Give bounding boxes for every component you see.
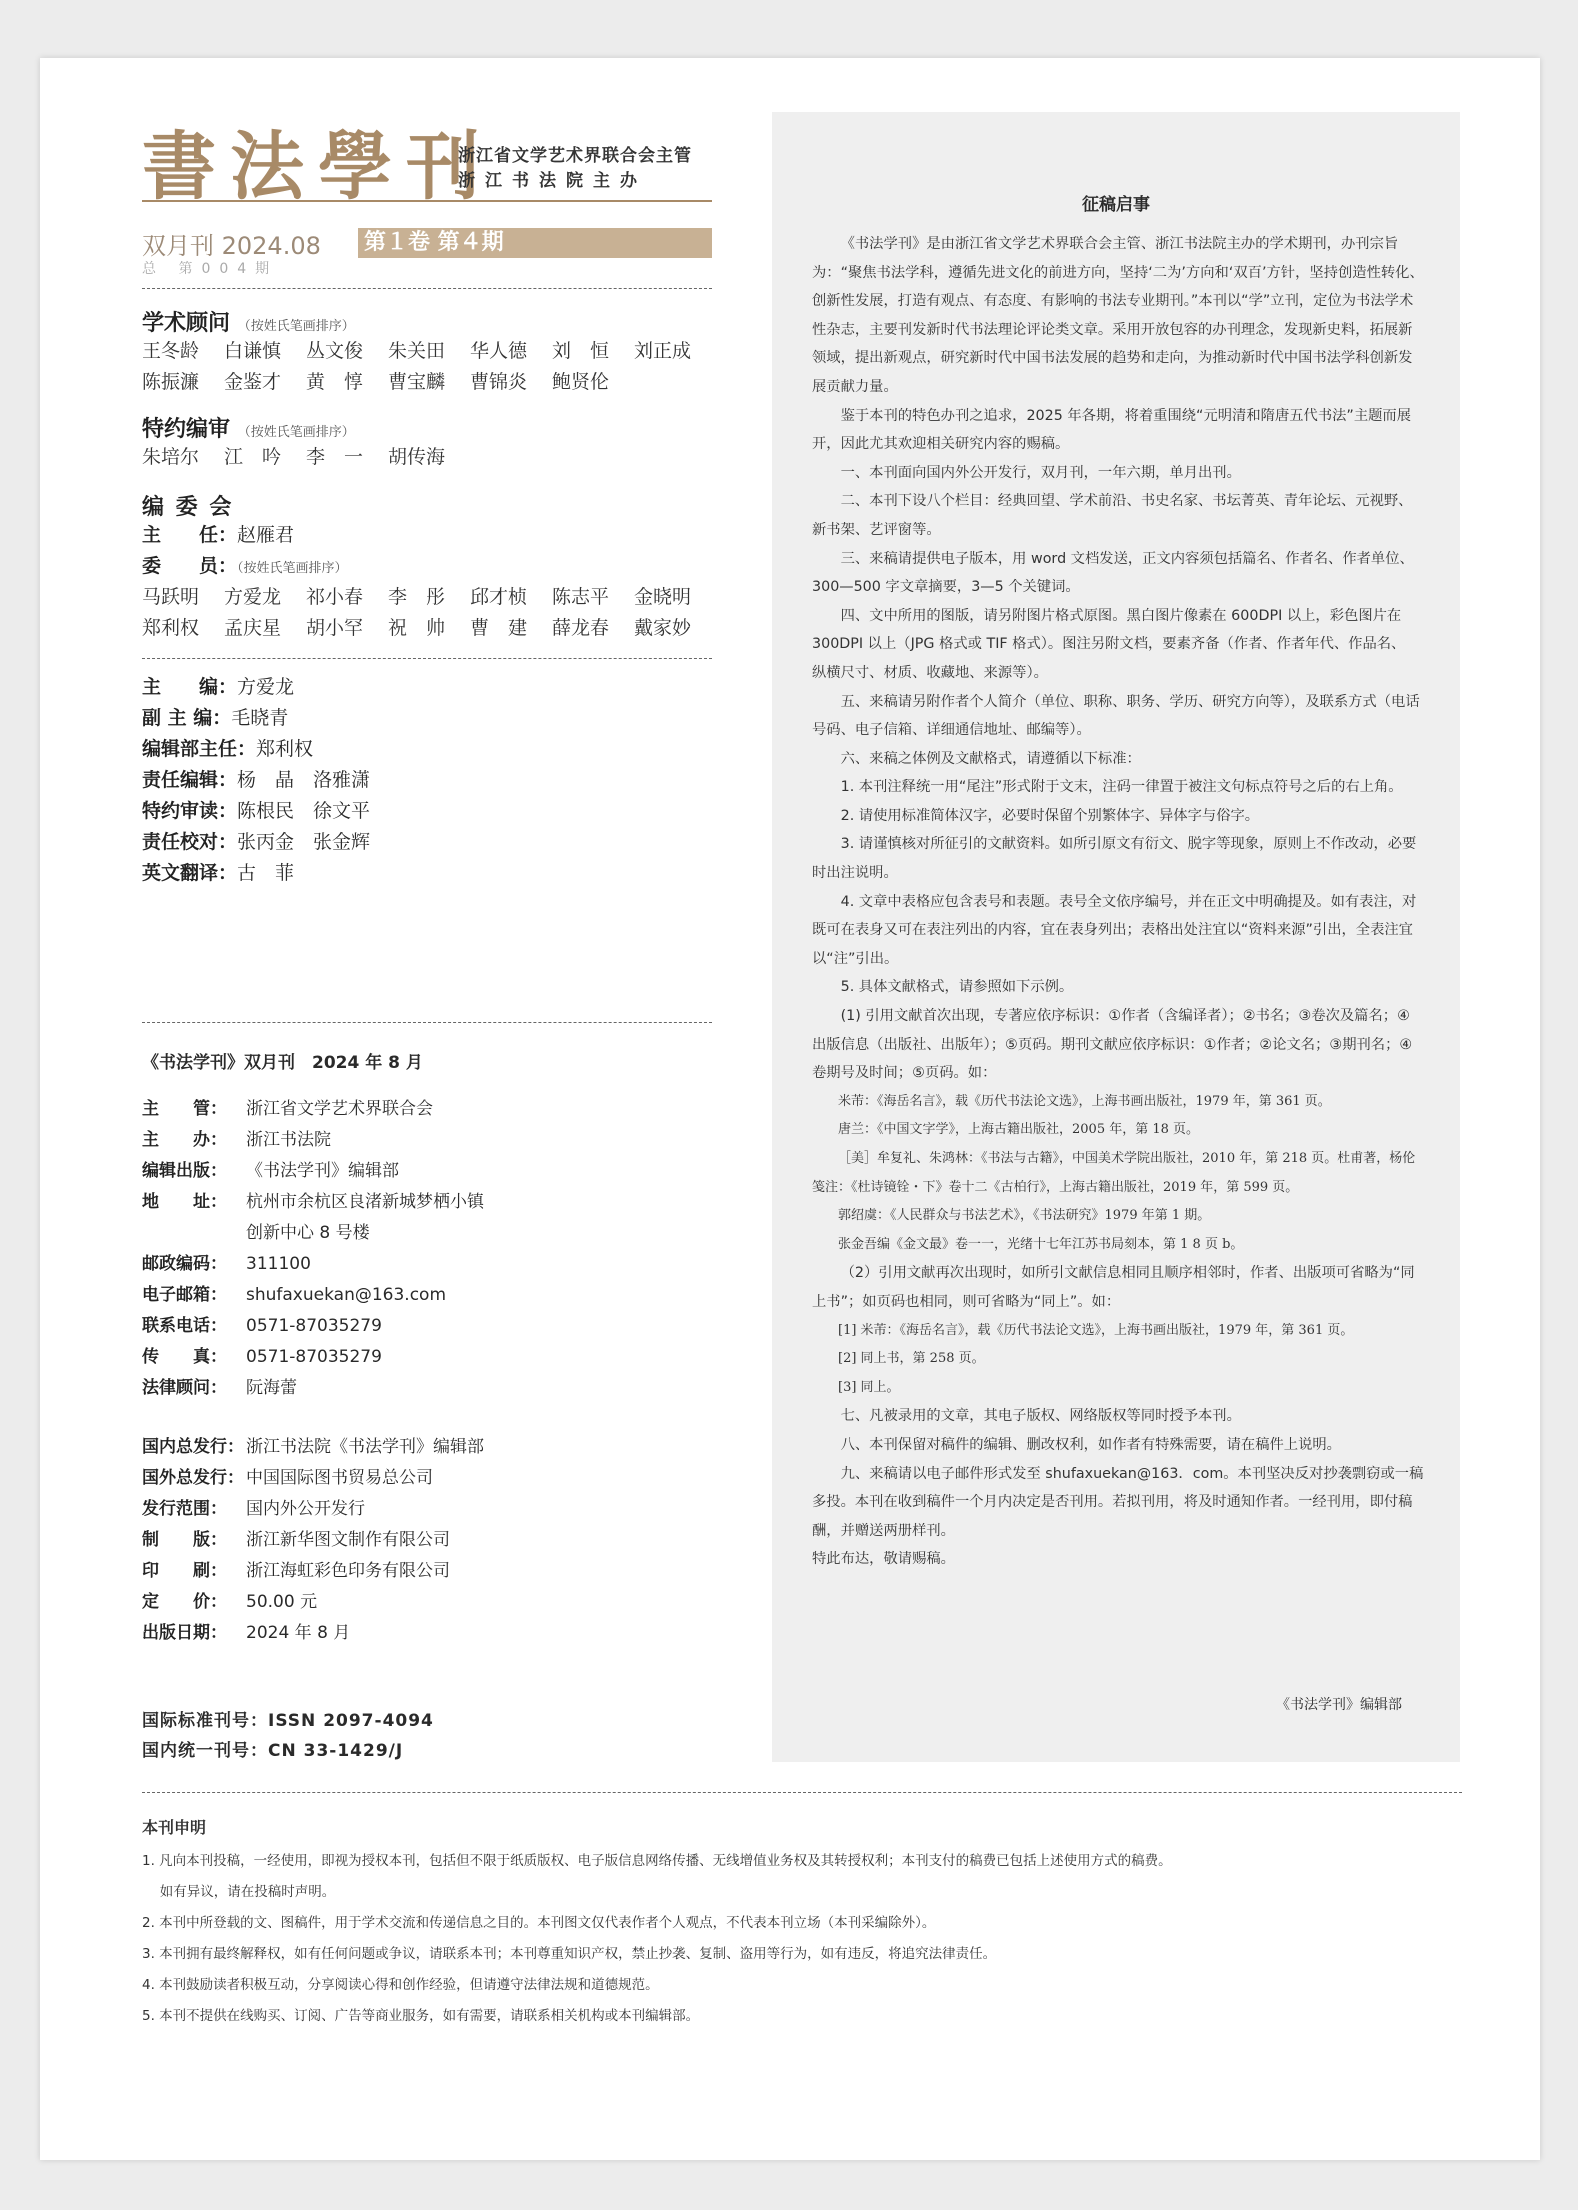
info-value: 浙江海虹彩色印务有限公司	[246, 1561, 450, 1581]
info-value: 311100	[246, 1254, 311, 1274]
info-row	[142, 1218, 484, 1249]
editor-row	[142, 858, 370, 889]
info-row	[142, 1556, 484, 1587]
call-paragraph: 鉴于本刊的特色办刊之追求，2025 年各期，将着重围绕“元明清和隋唐五代书法”主题而展开，因此尤其欢迎相关研究内容的赐稿。	[812, 407, 1412, 453]
info-row	[142, 1094, 484, 1125]
sponsor-line-2: 浙江书法院主办	[458, 171, 647, 191]
member-name: 郑利权	[142, 617, 200, 639]
call-paragraph: 唐兰：《中国文字学》，上海古籍出版社，2005 年，第 18 页。	[838, 1122, 1200, 1138]
declaration-item: 2. 本刊中所登载的文、图稿件，用于学术交流和传递信息之目的。本刊图文仅代表作者个人观点，不代表本刊立场（本刊采编除外）。	[142, 1915, 936, 1931]
advisor-name: 陈振濂	[142, 371, 200, 393]
call-paragraph: 3. 请谨慎核对所征引的文献资料。如所引原文有衍文、脱字等现象，原则上不作改动，必要时出注说明。	[812, 836, 1417, 882]
declaration-item: 5. 本刊不提供在线购买、订阅、广告等商业服务，如有需要，请联系相关机构或本刊编辑部。	[142, 2008, 700, 2024]
issn: 国际标准刊号：ISSN 2097-4094	[142, 1711, 434, 1731]
member-name: 祝 帅	[388, 617, 446, 639]
editor-label: 英文翻译：	[142, 862, 238, 884]
info-label: 主 管：	[142, 1099, 227, 1119]
member-name: 孟庆星	[224, 617, 282, 639]
info-label: 定 价：	[142, 1592, 227, 1612]
advisor-name: 曹锦炎	[470, 371, 528, 393]
members-label: 委 员：	[142, 555, 238, 577]
reviewer-name: 胡传海	[388, 446, 446, 468]
advisor-name: 鲍贤伦	[552, 371, 610, 393]
members-note: （按姓氏笔画排序）	[237, 561, 348, 576]
declaration-item: 1. 凡向本刊投稿，一经使用，即视为授权本刊，包括但不限于纸质版权、电子版信息网络传播、无线增值业务权及其转授权利；本刊支付的稿费已包括上述使用方式的稿费。	[142, 1853, 1172, 1869]
divider	[142, 658, 712, 659]
call-paragraph: [3] 同上。	[838, 1379, 900, 1395]
committee-members	[142, 582, 722, 644]
call-paragraph: 二、本刊下设八个栏目：经典回望、学术前沿、书史名家、书坛菁英、青年论坛、元视野、新书架、艺评窗等。	[812, 493, 1413, 538]
member-name: 祁小春	[306, 586, 364, 608]
call-paragraph: 5. 具体文献格式，请参照如下示例。	[840, 979, 1074, 996]
advisor-name: 刘正成	[634, 340, 692, 362]
call-paragraph: 四、文中所用的图版，请另附图片格式原图。黑白图片像素在 600DPI 以上，彩色图片在 300DPI 以上（JPG 格式或 TIF 格式）。图注另附文档，要素齐备（作者、作者年代、作品名、	[812, 607, 1406, 653]
divider	[142, 1792, 1462, 1793]
member-name: 薛龙春	[552, 617, 610, 639]
editor-label: 特约审读：	[142, 800, 238, 822]
call-paragraph: 张金吾编《金文最》卷一一，光绪十七年江苏书局刻本，第 1 8 页 b。	[838, 1236, 1244, 1252]
member-name: 胡小罕	[306, 617, 364, 639]
info-label: 国内总发行：	[142, 1437, 244, 1457]
editor-value: 古 菲	[237, 862, 295, 884]
editor-row	[142, 672, 370, 703]
committee-director	[142, 520, 294, 551]
info-row	[142, 1280, 484, 1311]
info-row	[142, 1125, 484, 1156]
declaration	[142, 1810, 1442, 2032]
member-name: 李 彤	[388, 586, 446, 608]
info-row	[142, 1618, 484, 1649]
info-value: 浙江书法院《书法学刊》编辑部	[246, 1437, 484, 1457]
member-name: 方爱龙	[224, 586, 282, 608]
director-label: 主 任：	[142, 524, 238, 546]
reviewers-heading	[142, 412, 355, 443]
call-paragraph: [1] 米芾：《海岳名言》，载《历代书法论文选》，上海书画出版社，1979 年，第 361 页。	[838, 1322, 1354, 1338]
publication-heading: 《书法学刊》双月刊 2024 年 8 月	[142, 1053, 423, 1073]
call-paragraph: 八、本刊保留对稿件的编辑、删改权利，如作者有特殊需要，请在稿件上说明。	[840, 1436, 1341, 1453]
declaration-item: 4. 本刊鼓励读者积极互动，分享阅读心得和创作经验，但请遵守法律法规和道德规范。	[142, 1977, 659, 1993]
call-paragraph: 九、来稿请以电子邮件形式发至 shufaxuekan@163．com。本刊坚决反对抄袭剽窃或一稿多投。本刊在收到稿件一个月内决定是否刊用。若拟刊用，将及时通知作者。一经刊用，即付稿酬，并赠送两册样刊。	[812, 1465, 1424, 1539]
call-paragraph: 特此布达，敬请赐稿。	[812, 1551, 955, 1568]
info-value: 国内外公开发行	[246, 1499, 365, 1519]
member-name: 金晓明	[634, 586, 692, 608]
issue-date: 双月刊 2024.08	[142, 232, 321, 260]
info-value: 浙江新华图文制作有限公司	[246, 1530, 450, 1550]
call-title: 征稿启事	[1082, 195, 1150, 215]
phone-value: 0571-87035279	[246, 1316, 382, 1336]
member-name: 陈志平	[552, 586, 610, 608]
call-paragraph: 1. 本刊注释统一用“尾注”形式附于文末，注码一律置于被注文句标点符号之后的右上角。	[840, 779, 1403, 796]
distribution-info	[142, 1432, 484, 1649]
info-row	[142, 1525, 484, 1556]
call-paragraph: 五、来稿请另附作者个人简介（单位、职称、职务、学历、研究方向等），及联系方式（电话号码、电子信箱、详细通信地址、邮编等）。	[812, 693, 1420, 739]
call-paragraph: 《书法学刊》是由浙江省文学艺术界联合会主管、浙江书法院主办的学术期刊，办刊宗旨为：“聚焦书法学科，遵循先进文化的前进方向，坚持‘二为’方向和‘双百’方针，坚持创造性转化、创新性发展，打造有观点、有态度、有影响的书法专业期刊。”本刊以“学”立刊，定位为书法学术性杂志，主要刊发新时代书法理论评论类文章。采用开放包容的办刊理念，发现新史料，拓展新领域，提出新观点，研究新时代中国书法发展的趋势和走向，为推动新时代中国书法学科创新发展贡献力量。	[812, 236, 1424, 395]
editor-row	[142, 796, 370, 827]
call-paragraph: 六、来稿之体例及文献格式，请遵循以下标准：	[840, 750, 1141, 767]
info-label: 传 真：	[142, 1347, 227, 1367]
reviewer-name: 朱培尔	[142, 446, 200, 468]
editor-row	[142, 765, 370, 796]
info-value: 2024 年 8 月	[246, 1623, 351, 1643]
editor-row	[142, 734, 370, 765]
info-value: 阮海蕾	[246, 1378, 297, 1398]
reviewer-name: 江 吟	[224, 446, 282, 468]
info-value: 《书法学刊》编辑部	[246, 1161, 399, 1181]
call-paragraph: 郭绍虞：《人民群众与书法艺术》，《书法研究》1979 年第 1 期。	[838, 1208, 1211, 1224]
advisor-name: 华人德	[470, 340, 528, 362]
editor-row	[142, 703, 370, 734]
call-paragraph: 2. 请使用标准简体汉字，必要时保留个别繁体字、异体字与俗字。	[840, 807, 1260, 824]
info-label: 电子邮箱：	[142, 1285, 227, 1305]
info-row	[142, 1494, 484, 1525]
call-paragraph: 一、本刊面向国内外公开发行，双月刊，一年六期，单月出刊。	[840, 464, 1241, 481]
editor-row	[142, 827, 370, 858]
editors-list	[142, 672, 370, 889]
info-row	[142, 1463, 484, 1494]
sponsor-block	[458, 144, 692, 194]
cn-number: 国内统一刊号：CN 33-1429/J	[142, 1741, 404, 1761]
info-row	[142, 1249, 484, 1280]
editor-value: 郑利权	[256, 738, 314, 760]
reviewers-list	[142, 442, 470, 473]
member-name: 戴家妙	[634, 617, 692, 639]
info-label: 印 刷：	[142, 1561, 227, 1581]
call-for-papers-panel	[772, 112, 1460, 1762]
reviewers-note: （按姓氏笔画排序）	[237, 425, 355, 440]
editor-label: 责任校对：	[142, 831, 238, 853]
advisor-name: 刘 恒	[552, 340, 610, 362]
info-label: 地 址：	[142, 1192, 227, 1212]
email-value: shufaxuekan@163.com	[246, 1285, 446, 1305]
info-label: 国外总发行：	[142, 1468, 244, 1488]
info-label: 发行范围：	[142, 1499, 227, 1519]
call-paragraph: ［美］牟复礼、朱鸿林：《书法与古籍》，中国美术学院出版社，2010 年，第 218 页。杜甫著，杨伦笺注：《杜诗镜铨・下》卷十二《古柏行》，上海古籍出版社，2019 年，第 599 页。	[812, 1151, 1416, 1195]
info-value: 创新中心 8 号楼	[246, 1223, 370, 1243]
call-paragraph: (1) 引用文献首次出现，专著应依序标识：①作者（含编译者）；②书名；③卷次及篇名；④出版信息（出版社、出版年）；⑤页码。期刊文献应依序标识：①作者；②论文名；③期刊名；④卷期号及时间；⑤页码。如：	[812, 1008, 1413, 1082]
advisor-name: 王冬龄	[142, 340, 200, 362]
member-name: 邱才桢	[470, 586, 528, 608]
masthead-rule	[142, 200, 712, 202]
info-label: 主 办：	[142, 1130, 227, 1150]
advisor-name: 朱关田	[388, 340, 446, 362]
info-value: 浙江书法院	[246, 1130, 331, 1150]
fax-value: 0571-87035279	[246, 1347, 382, 1367]
divider	[142, 288, 712, 289]
sponsor-line-1: 浙江省文学艺术界联合会主管	[458, 146, 692, 166]
member-name: 曹 建	[470, 617, 528, 639]
advisor-name: 黄 惇	[306, 371, 364, 393]
issn-block	[142, 1706, 434, 1766]
divider	[142, 1022, 712, 1023]
info-label: 编辑出版：	[142, 1161, 227, 1181]
info-label: 法律顾问：	[142, 1378, 227, 1398]
info-label: 出版日期：	[142, 1623, 227, 1643]
editor-label: 编辑部主任：	[142, 738, 257, 760]
reviewer-name: 李 一	[306, 446, 364, 468]
info-value: 中国国际图书贸易总公司	[246, 1468, 433, 1488]
editor-value: 杨 晶 洛雅潇	[237, 769, 371, 791]
info-row	[142, 1187, 484, 1218]
info-row	[142, 1373, 484, 1404]
declaration-title: 本刊申明	[142, 1818, 207, 1837]
editor-label: 责任编辑：	[142, 769, 238, 791]
call-paragraph: [2] 同上书，第 258 页。	[838, 1351, 985, 1367]
info-row	[142, 1156, 484, 1187]
reviewers-title: 特约编审	[142, 417, 231, 442]
call-paragraph: 纵横尺寸、材质、收藏地、来源等）。	[812, 664, 1048, 681]
advisor-name: 曹宝麟	[388, 371, 446, 393]
editor-label: 副 主 编：	[142, 707, 232, 729]
info-value: 浙江省文学艺术界联合会	[246, 1099, 433, 1119]
info-value: 杭州市余杭区良渚新城梦栖小镇	[246, 1192, 484, 1212]
advisor-name: 丛文俊	[306, 340, 364, 362]
editor-value: 毛晓青	[231, 707, 289, 729]
price-value: 50.00 元	[246, 1592, 318, 1612]
editor-label: 主 编：	[142, 676, 238, 698]
advisor-name: 金鉴才	[224, 371, 282, 393]
advisors-heading	[142, 306, 355, 337]
committee-title: 编 委 会	[142, 495, 234, 520]
call-paragraph: 七、凡被录用的文章，其电子版权、网络版权等同时授予本刊。	[840, 1408, 1241, 1425]
info-row	[142, 1342, 484, 1373]
info-row	[142, 1587, 484, 1618]
issue-total: 总 第004期	[142, 261, 279, 277]
declaration-item: 3. 本刊拥有最终解释权，如有任何问题或争议，请联系本刊；本刊尊重知识产权，禁止抄袭、复制、盗用等行为，如有违反，将追究法律责任。	[142, 1946, 997, 1962]
declaration-item: 如有异议，请在投稿时声明。	[142, 1884, 336, 1900]
info-row	[142, 1311, 484, 1342]
journal-logo: 書法學刊	[142, 124, 494, 210]
info-label: 制 版：	[142, 1530, 227, 1550]
advisor-name: 白谦慎	[224, 340, 282, 362]
advisors-list	[142, 336, 722, 398]
advisors-title: 学术顾问	[142, 311, 231, 336]
info-label: 邮政编码：	[142, 1254, 227, 1274]
editor-value: 方爱龙	[237, 676, 295, 698]
call-paragraph: 4. 文章中表格应包含表号和表题。表号全文依序编号，并在正文中明确提及。如有表注，对既可在表身又可在表注列出的内容，宜在表身列出；表格出处注宜以“资料来源”引出，全表注宜以“注”引出。	[812, 893, 1417, 967]
member-name: 马跃明	[142, 586, 200, 608]
call-signature: 《书法学刊》编辑部	[1276, 1697, 1402, 1713]
publication-info	[142, 1094, 484, 1404]
call-paragraph: 米芾：《海岳名言》，载《历代书法论文选》，上海书画出版社，1979 年，第 361 页。	[838, 1093, 1331, 1109]
editor-value: 张丙金 张金辉	[237, 831, 371, 853]
call-body	[812, 230, 1424, 1574]
committee-members-label	[142, 551, 348, 584]
director-name: 赵雁君	[237, 524, 295, 546]
info-row	[142, 1432, 484, 1463]
call-paragraph: （2）引用文献再次出现时，如所引文献信息相同且顺序相邻时，作者、出版项可省略为“同上书”；如页码也相同，则可省略为“同上”。如：	[812, 1265, 1415, 1310]
editor-value: 陈根民 徐文平	[237, 800, 371, 822]
info-label: 联系电话：	[142, 1316, 227, 1336]
advisors-note: （按姓氏笔画排序）	[237, 319, 355, 334]
call-paragraph: 三、来稿请提供电子版本，用 word 文档发送，正文内容须包括篇名、作者名、作者单位、300—500 字文章摘要，3—5 个关键词。	[812, 550, 1414, 596]
issue-volume: 第１卷 第４期	[358, 228, 712, 258]
